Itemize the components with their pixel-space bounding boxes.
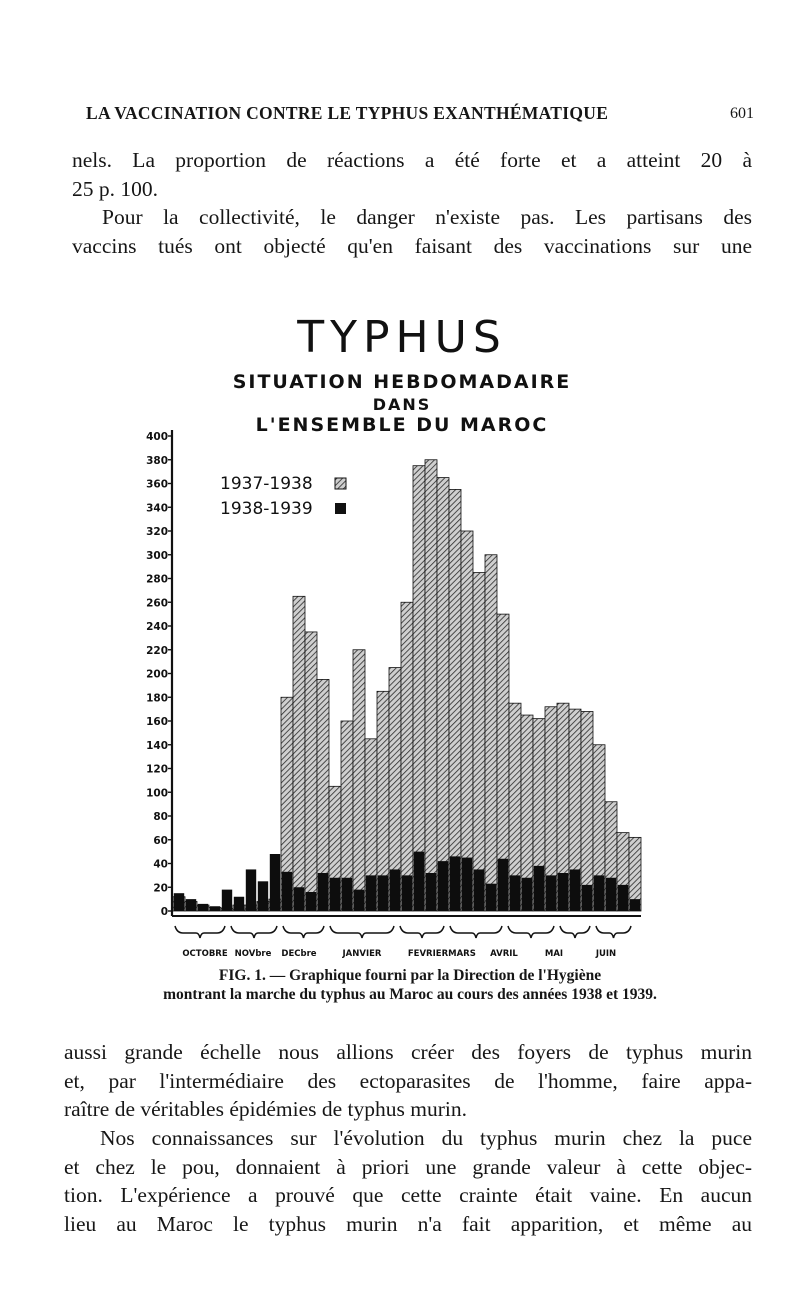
bar-1938-1939 xyxy=(294,887,304,911)
y-tick-label: 240 xyxy=(146,621,168,633)
bar-1937-1938 xyxy=(437,478,449,911)
chart-title: TYPHUS xyxy=(297,312,507,363)
y-tick-label: 60 xyxy=(153,834,168,847)
y-tick-label: 160 xyxy=(146,716,168,728)
month-label: MAI xyxy=(544,949,564,959)
bar-1937-1938 xyxy=(293,596,305,911)
bar-1938-1939 xyxy=(570,869,580,911)
legend-swatch-solid xyxy=(335,503,346,514)
bar-1938-1939 xyxy=(486,884,496,911)
text-line: Pour la collectivité, le danger n'existe pas. Les partisans des xyxy=(102,205,752,229)
paragraph-bottom-1 xyxy=(64,1038,752,1124)
bar-1938-1939 xyxy=(354,890,364,911)
month-brace xyxy=(450,926,502,938)
figure-caption-2: montrant la marche du typhus au Maroc au cours des années 1938 et 1939. xyxy=(163,986,657,1003)
month-label: FEVRIER xyxy=(407,949,449,959)
y-tick-label: 80 xyxy=(153,811,168,823)
bar-1938-1939 xyxy=(258,881,268,911)
bar-1938-1939 xyxy=(270,854,280,911)
month-label: AVRIL xyxy=(490,949,518,959)
bar-1938-1939 xyxy=(558,873,568,911)
bar-1938-1939 xyxy=(594,875,604,911)
bar-1938-1939 xyxy=(390,869,400,911)
bar-1938-1939 xyxy=(546,875,556,911)
y-axis-ticks xyxy=(146,431,172,918)
bar-1937-1938 xyxy=(353,650,365,911)
month-label: MARS xyxy=(448,949,476,959)
bar-1938-1939 xyxy=(174,893,184,911)
month-label: DECbre xyxy=(281,949,317,959)
bar-1938-1939 xyxy=(630,899,640,911)
bar-1938-1939 xyxy=(534,866,544,911)
month-brace xyxy=(175,926,225,938)
month-label: JANVIER xyxy=(342,949,382,959)
bar-1938-1939 xyxy=(246,869,256,911)
bar-1938-1939 xyxy=(510,875,520,911)
month-label: JUIN xyxy=(595,949,617,959)
bar-1938-1939 xyxy=(330,878,340,911)
y-tick-label: 220 xyxy=(146,644,168,657)
month-labels xyxy=(182,949,616,959)
y-tick-label: 100 xyxy=(146,787,168,800)
bars xyxy=(172,460,641,916)
bar-1937-1938 xyxy=(305,632,317,911)
bar-1938-1939 xyxy=(186,899,196,911)
bar-1938-1939 xyxy=(414,852,424,911)
bar-1937-1938 xyxy=(401,602,413,911)
bar-1938-1939 xyxy=(474,869,484,911)
bar-1938-1939 xyxy=(438,861,448,911)
page-number: 601 xyxy=(730,105,754,122)
y-tick-label: 120 xyxy=(146,763,168,776)
month-brace xyxy=(231,926,277,938)
y-tick-label: 20 xyxy=(153,882,168,895)
y-tick-label: 40 xyxy=(153,858,168,871)
y-tick-label: 320 xyxy=(146,526,168,538)
bar-1938-1939 xyxy=(234,897,244,911)
y-tick-label: 340 xyxy=(146,502,168,515)
legend xyxy=(220,474,346,519)
month-brace xyxy=(400,926,444,938)
legend-swatch-hatched xyxy=(335,478,346,489)
text-line: Nos connaissances sur l'évolution du typhus murin chez la puce xyxy=(100,1126,752,1150)
y-tick-label: 400 xyxy=(146,431,168,443)
bar-1937-1938 xyxy=(413,466,425,911)
month-braces xyxy=(175,926,631,938)
paragraph-bottom-2 xyxy=(64,1124,752,1238)
bar-1938-1939 xyxy=(402,875,412,911)
text-line: et, par l'intermédiaire des ectoparasites de l'homme, faire appa- xyxy=(64,1068,752,1093)
bar-1938-1939 xyxy=(210,906,220,911)
bar-1938-1939 xyxy=(462,858,472,911)
bar-1938-1939 xyxy=(582,885,592,911)
month-label: NOVbre xyxy=(234,949,272,959)
bar-1938-1939 xyxy=(498,859,508,911)
legend-label-1937-1938: 1937-1938 xyxy=(220,474,313,494)
bar-1938-1939 xyxy=(378,875,388,911)
y-tick-label: 300 xyxy=(146,549,168,562)
chart-subtitle-2: DANS xyxy=(372,395,432,414)
bar-1937-1938 xyxy=(449,489,461,911)
bar-1938-1939 xyxy=(306,892,316,911)
bar-1938-1939 xyxy=(222,890,232,911)
bar-1938-1939 xyxy=(606,878,616,911)
y-tick-label: 140 xyxy=(146,739,168,752)
bar-1938-1939 xyxy=(366,875,376,911)
bar-1938-1939 xyxy=(318,873,328,911)
y-tick-label: 0 xyxy=(160,906,168,918)
text-line: 25 p. 100. xyxy=(72,176,158,201)
bar-1937-1938 xyxy=(485,555,497,911)
text-line: et chez le pou, donnaient à priori une grande valeur à cette objec- xyxy=(64,1154,752,1179)
bar-1938-1939 xyxy=(342,878,352,911)
y-tick-label: 200 xyxy=(146,668,168,681)
bar-1937-1938 xyxy=(425,460,437,911)
text-line: lieu au Maroc le typhus murin n'a fait apparition, et même au xyxy=(64,1211,752,1236)
bar-1937-1938 xyxy=(473,573,485,911)
text-line: tion. L'expérience a prouvé que cette crainte était vaine. En aucun xyxy=(64,1183,752,1207)
text-line: nels. La proportion de réactions a été forte et a atteint 20 à xyxy=(72,148,752,172)
y-tick-label: 360 xyxy=(146,478,168,491)
y-tick-label: 260 xyxy=(146,597,168,610)
text-line: aussi grande échelle nous allions créer des foyers de typhus murin xyxy=(64,1040,752,1064)
bar-1937-1938 xyxy=(461,531,473,911)
month-label: OCTOBRE xyxy=(182,949,228,959)
month-brace xyxy=(508,926,554,938)
y-tick-label: 280 xyxy=(146,573,168,586)
month-brace xyxy=(330,926,394,938)
chart-subtitle-1: SITUATION HEBDOMADAIRE xyxy=(232,371,572,393)
month-brace xyxy=(596,926,631,938)
figure-caption-1: FIG. 1. — Graphique fourni par la Direction de l'Hygiène xyxy=(218,967,602,984)
text-line: vaccins tués ont objecté qu'en faisant des vaccinations sur une xyxy=(72,233,752,258)
running-title: LA VACCINATION CONTRE LE TYPHUS EXANTHÉMATIQUE xyxy=(86,103,609,123)
month-brace xyxy=(560,926,590,938)
text-line: raître de véritables épidémies de typhus murin. xyxy=(64,1097,467,1121)
bar-1938-1939 xyxy=(198,904,208,911)
bar-1938-1939 xyxy=(426,873,436,911)
bar-1938-1939 xyxy=(450,856,460,911)
bar-1938-1939 xyxy=(282,872,292,911)
bar-1938-1939 xyxy=(618,885,628,911)
legend-label-1938-1939: 1938-1939 xyxy=(220,499,313,519)
bar-1937-1938 xyxy=(581,712,593,912)
y-tick-label: 380 xyxy=(146,454,168,467)
chart-subtitle-3: L'ENSEMBLE DU MAROC xyxy=(255,414,549,436)
y-tick-label: 180 xyxy=(146,692,168,705)
bar-1938-1939 xyxy=(522,878,532,911)
month-brace xyxy=(283,926,324,938)
